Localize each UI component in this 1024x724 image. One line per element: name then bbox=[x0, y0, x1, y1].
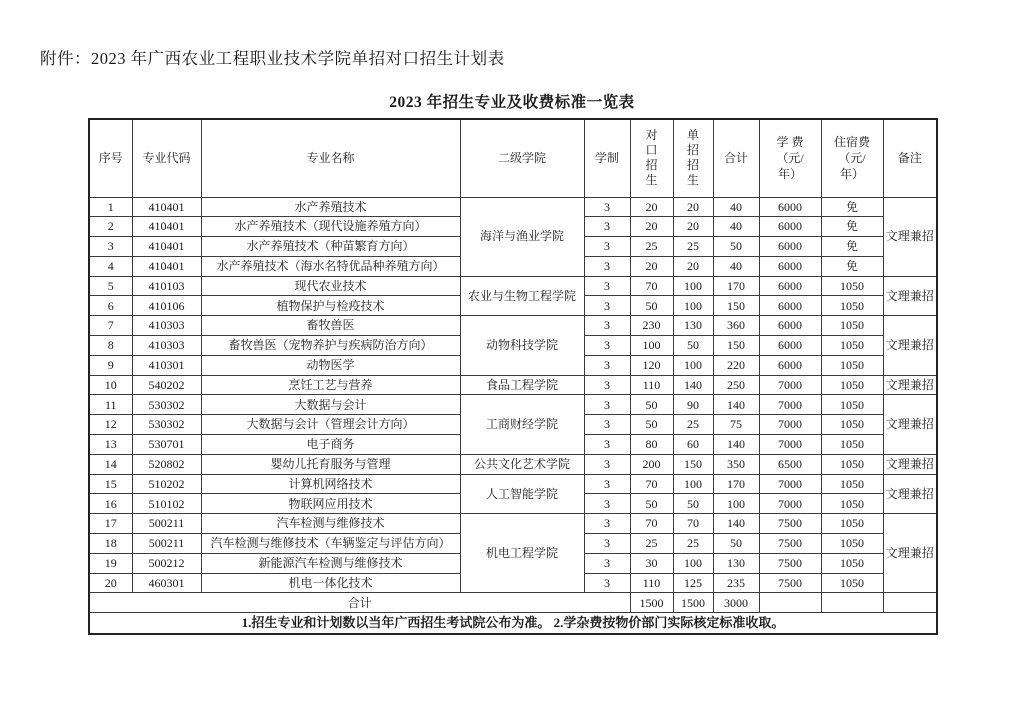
table-header bbox=[89, 119, 937, 197]
cell-no: 11 bbox=[89, 395, 132, 415]
cell-no: 15 bbox=[89, 474, 132, 494]
cell-years: 3 bbox=[584, 355, 630, 375]
cell-no: 19 bbox=[89, 553, 132, 573]
cell-danzhao: 140 bbox=[673, 375, 713, 395]
table-row bbox=[89, 474, 937, 494]
cell-duikou: 70 bbox=[630, 276, 673, 296]
cell-no: 8 bbox=[89, 336, 132, 356]
cell-code: 410303 bbox=[132, 336, 201, 356]
cell-remark: 文理兼招 bbox=[883, 375, 937, 395]
cell-total: 220 bbox=[713, 355, 759, 375]
cell-remark: 文理兼招 bbox=[883, 276, 937, 316]
cell-danzhao: 25 bbox=[673, 415, 713, 435]
cell-tuition: 7500 bbox=[759, 553, 821, 573]
cell-total: 360 bbox=[713, 316, 759, 336]
cell-no: 5 bbox=[89, 276, 132, 296]
cell-remark: 文理兼招 bbox=[883, 395, 937, 454]
cell-duikou: 200 bbox=[630, 454, 673, 474]
cell-major: 植物保护与检疫技术 bbox=[201, 296, 460, 316]
header-remark: 备注 bbox=[883, 119, 937, 197]
cell-duikou: 25 bbox=[630, 237, 673, 257]
total-tuition-empty-cell bbox=[759, 593, 821, 613]
cell-no: 13 bbox=[89, 435, 132, 455]
cell-remark: 文理兼招 bbox=[883, 454, 937, 474]
cell-duikou: 50 bbox=[630, 395, 673, 415]
cell-lodging: 1050 bbox=[821, 553, 883, 573]
header-code: 专业代码 bbox=[132, 119, 201, 197]
cell-code: 500211 bbox=[132, 534, 201, 554]
cell-major: 汽车检测与维修技术（车辆鉴定与评估方向） bbox=[201, 534, 460, 554]
header-college: 二级学院 bbox=[460, 119, 584, 197]
cell-major: 婴幼儿托育服务与管理 bbox=[201, 454, 460, 474]
cell-danzhao: 70 bbox=[673, 514, 713, 534]
cell-tuition: 7000 bbox=[759, 375, 821, 395]
cell-danzhao: 20 bbox=[673, 256, 713, 276]
cell-total: 40 bbox=[713, 197, 759, 217]
cell-danzhao: 100 bbox=[673, 296, 713, 316]
total-remark-empty-cell bbox=[883, 593, 937, 613]
cell-years: 3 bbox=[584, 296, 630, 316]
table-row bbox=[89, 375, 937, 395]
cell-remark: 文理兼招 bbox=[883, 197, 937, 276]
table-row bbox=[89, 316, 937, 336]
cell-lodging: 1050 bbox=[821, 336, 883, 356]
cell-tuition: 7000 bbox=[759, 494, 821, 514]
table-row bbox=[89, 395, 937, 415]
cell-college: 人工智能学院 bbox=[460, 474, 584, 514]
table-row bbox=[89, 514, 937, 534]
header-danzhao-label: 单招招生 bbox=[686, 128, 699, 188]
cell-danzhao: 20 bbox=[673, 217, 713, 237]
table-row bbox=[89, 276, 937, 296]
cell-years: 3 bbox=[584, 237, 630, 257]
cell-no: 3 bbox=[89, 237, 132, 257]
cell-no: 16 bbox=[89, 494, 132, 514]
header-years: 学制 bbox=[584, 119, 630, 197]
fees-table bbox=[88, 118, 938, 635]
cell-college: 食品工程学院 bbox=[460, 375, 584, 395]
cell-duikou: 20 bbox=[630, 256, 673, 276]
cell-lodging: 免 bbox=[821, 237, 883, 257]
cell-duikou: 50 bbox=[630, 296, 673, 316]
total-label-cell: 合计 bbox=[89, 593, 630, 613]
cell-danzhao: 150 bbox=[673, 454, 713, 474]
cell-major: 大数据与会计（管理会计方向） bbox=[201, 415, 460, 435]
cell-tuition: 7000 bbox=[759, 415, 821, 435]
cell-duikou: 50 bbox=[630, 415, 673, 435]
cell-no: 12 bbox=[89, 415, 132, 435]
cell-lodging: 1050 bbox=[821, 296, 883, 316]
cell-lodging: 免 bbox=[821, 217, 883, 237]
cell-no: 20 bbox=[89, 573, 132, 593]
footnote-cell: 1.招生专业和计划数以当年广西招生考试院公布为准。 2.学杂费按物价部门实际核定标准收取。 bbox=[89, 613, 937, 634]
cell-tuition: 6000 bbox=[759, 296, 821, 316]
cell-code: 540202 bbox=[132, 375, 201, 395]
cell-lodging: 1050 bbox=[821, 454, 883, 474]
cell-major: 现代农业技术 bbox=[201, 276, 460, 296]
cell-years: 3 bbox=[584, 573, 630, 593]
cell-no: 17 bbox=[89, 514, 132, 534]
cell-remark: 文理兼招 bbox=[883, 316, 937, 375]
table-footer bbox=[89, 593, 937, 634]
cell-tuition: 6000 bbox=[759, 197, 821, 217]
cell-code: 500211 bbox=[132, 514, 201, 534]
attachment-title: 附件：2023 年广西农业工程职业技术学院单招对口招生计划表 bbox=[40, 49, 505, 68]
cell-duikou: 20 bbox=[630, 197, 673, 217]
cell-lodging: 1050 bbox=[821, 435, 883, 455]
cell-lodging: 1050 bbox=[821, 573, 883, 593]
cell-major: 水产养殖技术（种苗繁育方向） bbox=[201, 237, 460, 257]
cell-major: 畜牧兽医（宠物养护与疾病防治方向） bbox=[201, 336, 460, 356]
cell-major: 动物医学 bbox=[201, 355, 460, 375]
cell-code: 410106 bbox=[132, 296, 201, 316]
cell-code: 530302 bbox=[132, 415, 201, 435]
cell-danzhao: 50 bbox=[673, 494, 713, 514]
cell-lodging: 免 bbox=[821, 197, 883, 217]
cell-college: 动物科技学院 bbox=[460, 316, 584, 375]
cell-years: 3 bbox=[584, 395, 630, 415]
cell-major: 水产养殖技术 bbox=[201, 197, 460, 217]
header-tuition-label: 学 费（元/年） bbox=[776, 135, 804, 182]
cell-duikou: 230 bbox=[630, 316, 673, 336]
cell-total: 350 bbox=[713, 454, 759, 474]
cell-years: 3 bbox=[584, 553, 630, 573]
cell-total: 50 bbox=[713, 237, 759, 257]
cell-no: 7 bbox=[89, 316, 132, 336]
cell-no: 6 bbox=[89, 296, 132, 316]
cell-college: 机电工程学院 bbox=[460, 514, 584, 593]
cell-years: 3 bbox=[584, 276, 630, 296]
cell-duikou: 110 bbox=[630, 573, 673, 593]
cell-total: 140 bbox=[713, 395, 759, 415]
cell-major: 汽车检测与维修技术 bbox=[201, 514, 460, 534]
header-major: 专业名称 bbox=[201, 119, 460, 197]
cell-total: 40 bbox=[713, 217, 759, 237]
cell-tuition: 7000 bbox=[759, 395, 821, 415]
table-body bbox=[89, 197, 937, 593]
cell-major: 计算机网络技术 bbox=[201, 474, 460, 494]
cell-remark: 文理兼招 bbox=[883, 474, 937, 514]
cell-code: 410301 bbox=[132, 355, 201, 375]
cell-years: 3 bbox=[584, 316, 630, 336]
header-duikou bbox=[630, 119, 673, 197]
cell-college: 海洋与渔业学院 bbox=[460, 197, 584, 276]
cell-total: 150 bbox=[713, 336, 759, 356]
cell-tuition: 6500 bbox=[759, 454, 821, 474]
cell-danzhao: 90 bbox=[673, 395, 713, 415]
cell-total: 140 bbox=[713, 435, 759, 455]
cell-total: 50 bbox=[713, 534, 759, 554]
cell-college: 公共文化艺术学院 bbox=[460, 454, 584, 474]
total-sum-cell: 3000 bbox=[713, 593, 759, 613]
cell-major: 新能源汽车检测与维修技术 bbox=[201, 553, 460, 573]
cell-total: 140 bbox=[713, 514, 759, 534]
cell-duikou: 100 bbox=[630, 336, 673, 356]
cell-major: 水产养殖技术（海水名特优品种养殖方向） bbox=[201, 256, 460, 276]
header-duikou-label: 对口招生 bbox=[645, 128, 658, 188]
cell-tuition: 6000 bbox=[759, 237, 821, 257]
table-row bbox=[89, 454, 937, 474]
cell-danzhao: 130 bbox=[673, 316, 713, 336]
cell-duikou: 50 bbox=[630, 494, 673, 514]
cell-major: 烹饪工艺与营养 bbox=[201, 375, 460, 395]
cell-tuition: 6000 bbox=[759, 316, 821, 336]
cell-total: 170 bbox=[713, 474, 759, 494]
cell-total: 250 bbox=[713, 375, 759, 395]
cell-major: 大数据与会计 bbox=[201, 395, 460, 415]
cell-lodging: 1050 bbox=[821, 474, 883, 494]
cell-years: 3 bbox=[584, 375, 630, 395]
cell-code: 510202 bbox=[132, 474, 201, 494]
cell-years: 3 bbox=[584, 494, 630, 514]
cell-years: 3 bbox=[584, 534, 630, 554]
cell-college: 农业与生物工程学院 bbox=[460, 276, 584, 316]
cell-no: 4 bbox=[89, 256, 132, 276]
cell-duikou: 20 bbox=[630, 217, 673, 237]
total-danzhao-cell: 1500 bbox=[673, 593, 713, 613]
cell-tuition: 6000 bbox=[759, 276, 821, 296]
header-tuition bbox=[759, 119, 821, 197]
cell-major: 物联网应用技术 bbox=[201, 494, 460, 514]
cell-lodging: 1050 bbox=[821, 534, 883, 554]
cell-total: 235 bbox=[713, 573, 759, 593]
cell-years: 3 bbox=[584, 474, 630, 494]
cell-danzhao: 100 bbox=[673, 355, 713, 375]
cell-years: 3 bbox=[584, 415, 630, 435]
cell-code: 500212 bbox=[132, 553, 201, 573]
header-lodging bbox=[821, 119, 883, 197]
cell-tuition: 6000 bbox=[759, 355, 821, 375]
cell-danzhao: 100 bbox=[673, 553, 713, 573]
table-title: 2023 年招生专业及收费标准一览表 bbox=[389, 94, 635, 111]
cell-code: 520802 bbox=[132, 454, 201, 474]
header-danzhao bbox=[673, 119, 713, 197]
cell-code: 410401 bbox=[132, 237, 201, 257]
cell-college: 工商财经学院 bbox=[460, 395, 584, 454]
cell-lodging: 1050 bbox=[821, 494, 883, 514]
cell-lodging: 1050 bbox=[821, 276, 883, 296]
cell-duikou: 110 bbox=[630, 375, 673, 395]
cell-years: 3 bbox=[584, 197, 630, 217]
cell-tuition: 6000 bbox=[759, 256, 821, 276]
cell-remark: 文理兼招 bbox=[883, 514, 937, 593]
cell-duikou: 70 bbox=[630, 474, 673, 494]
cell-years: 3 bbox=[584, 435, 630, 455]
cell-years: 3 bbox=[584, 256, 630, 276]
total-duikou-cell: 1500 bbox=[630, 593, 673, 613]
cell-duikou: 25 bbox=[630, 534, 673, 554]
cell-tuition: 6000 bbox=[759, 217, 821, 237]
total-row bbox=[89, 593, 937, 613]
cell-no: 14 bbox=[89, 454, 132, 474]
cell-code: 410401 bbox=[132, 197, 201, 217]
cell-tuition: 7500 bbox=[759, 534, 821, 554]
cell-lodging: 1050 bbox=[821, 415, 883, 435]
cell-no: 1 bbox=[89, 197, 132, 217]
cell-total: 40 bbox=[713, 256, 759, 276]
cell-duikou: 80 bbox=[630, 435, 673, 455]
cell-duikou: 30 bbox=[630, 553, 673, 573]
cell-total: 75 bbox=[713, 415, 759, 435]
table-row bbox=[89, 197, 937, 217]
cell-danzhao: 50 bbox=[673, 336, 713, 356]
cell-code: 530701 bbox=[132, 435, 201, 455]
cell-total: 170 bbox=[713, 276, 759, 296]
header-row bbox=[89, 119, 937, 197]
cell-code: 460301 bbox=[132, 573, 201, 593]
cell-danzhao: 25 bbox=[673, 534, 713, 554]
cell-danzhao: 100 bbox=[673, 276, 713, 296]
cell-code: 530302 bbox=[132, 395, 201, 415]
cell-no: 18 bbox=[89, 534, 132, 554]
cell-danzhao: 125 bbox=[673, 573, 713, 593]
cell-danzhao: 100 bbox=[673, 474, 713, 494]
cell-years: 3 bbox=[584, 454, 630, 474]
cell-duikou: 120 bbox=[630, 355, 673, 375]
cell-no: 9 bbox=[89, 355, 132, 375]
cell-years: 3 bbox=[584, 217, 630, 237]
cell-code: 410401 bbox=[132, 217, 201, 237]
header-no: 序号 bbox=[89, 119, 132, 197]
cell-lodging: 1050 bbox=[821, 514, 883, 534]
header-total: 合计 bbox=[713, 119, 759, 197]
cell-tuition: 7500 bbox=[759, 573, 821, 593]
cell-lodging: 1050 bbox=[821, 316, 883, 336]
cell-no: 2 bbox=[89, 217, 132, 237]
cell-years: 3 bbox=[584, 514, 630, 534]
cell-danzhao: 25 bbox=[673, 237, 713, 257]
cell-total: 100 bbox=[713, 494, 759, 514]
cell-major: 机电一体化技术 bbox=[201, 573, 460, 593]
cell-code: 410303 bbox=[132, 316, 201, 336]
cell-danzhao: 20 bbox=[673, 197, 713, 217]
cell-major: 水产养殖技术（现代设施养殖方向） bbox=[201, 217, 460, 237]
cell-code: 410103 bbox=[132, 276, 201, 296]
header-lodging-label: 住宿费（元/年） bbox=[833, 135, 870, 182]
cell-duikou: 70 bbox=[630, 514, 673, 534]
cell-lodging: 1050 bbox=[821, 395, 883, 415]
cell-years: 3 bbox=[584, 336, 630, 356]
cell-major: 电子商务 bbox=[201, 435, 460, 455]
cell-code: 510102 bbox=[132, 494, 201, 514]
cell-code: 410401 bbox=[132, 256, 201, 276]
cell-total: 130 bbox=[713, 553, 759, 573]
footnote-row bbox=[89, 613, 937, 634]
cell-tuition: 6000 bbox=[759, 336, 821, 356]
cell-no: 10 bbox=[89, 375, 132, 395]
cell-major: 畜牧兽医 bbox=[201, 316, 460, 336]
cell-total: 150 bbox=[713, 296, 759, 316]
cell-tuition: 7500 bbox=[759, 514, 821, 534]
cell-lodging: 1050 bbox=[821, 355, 883, 375]
cell-tuition: 7000 bbox=[759, 435, 821, 455]
total-lodging-empty-cell bbox=[821, 593, 883, 613]
cell-tuition: 7000 bbox=[759, 474, 821, 494]
cell-danzhao: 60 bbox=[673, 435, 713, 455]
cell-lodging: 免 bbox=[821, 256, 883, 276]
cell-lodging: 1050 bbox=[821, 375, 883, 395]
